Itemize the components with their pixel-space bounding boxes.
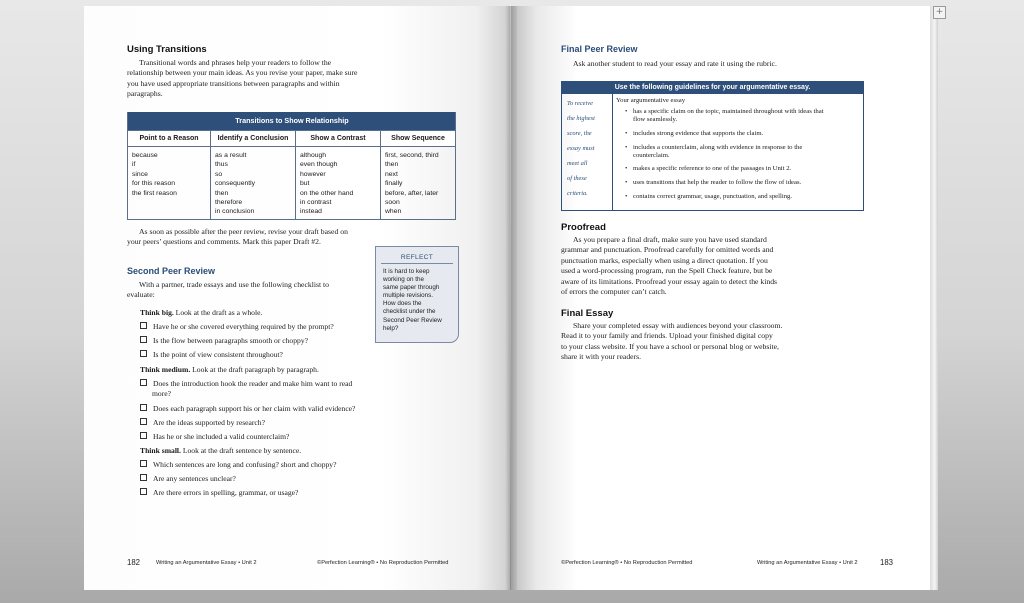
table-cell: because if since for this reason the first reason — [128, 147, 211, 220]
revise-paragraph — [127, 227, 387, 248]
column-header: Show Sequence — [381, 131, 456, 147]
guidelines-title: Use the following guidelines for your argumentative essay. — [562, 82, 863, 94]
list-item: • uses transitions that help the reader to follow the flow of ideas. — [633, 179, 860, 187]
text-line: aware of its limitations. Proofread your essay again to detect the kinds — [561, 276, 778, 286]
proofread-paragraph — [561, 235, 831, 297]
think-medium-line: Think medium. Look at the draft paragraph by paragraph. — [140, 365, 319, 374]
final-essay-heading: Final Essay — [561, 308, 614, 319]
list-item: • has a specific claim on the topic, maintained throughout with ideas that flow seamlessly. — [633, 108, 860, 124]
guidelines-list — [616, 97, 860, 206]
text-line: paragraphs. — [127, 89, 163, 99]
text-line: As you prepare a final draft, make sure you have used standard — [573, 235, 767, 244]
left-page — [84, 6, 510, 590]
text-line: share it with your readers. — [561, 352, 642, 362]
proofread-heading: Proofread — [561, 222, 606, 233]
checkbox[interactable] — [140, 460, 147, 467]
second-review-paragraph — [127, 280, 367, 301]
checklist-item[interactable]: Is the flow between paragraphs smooth or choppy? — [140, 336, 308, 346]
table-title: Transitions to Show Relationship — [128, 112, 456, 131]
checklist-item-continued: more? — [152, 389, 171, 398]
text-line: to your class website. If you have a school or personal blog or website, — [561, 341, 779, 351]
page-number: 182 — [127, 558, 141, 567]
checkbox[interactable] — [140, 418, 147, 425]
column-header: Show a Contrast — [296, 131, 381, 147]
text-line: With a partner, trade essays and use the following checklist to — [139, 280, 330, 289]
checkbox[interactable] — [140, 474, 147, 481]
page-corner-button[interactable]: + — [933, 6, 946, 19]
text-line: evaluate: — [127, 290, 155, 300]
transitions-table — [127, 112, 456, 220]
transitions-heading: Using Transitions — [127, 44, 207, 55]
checklist-item[interactable]: Are any sentences unclear? — [140, 474, 236, 484]
checklist-item[interactable]: Are the ideas supported by research? — [140, 418, 265, 428]
checkbox[interactable] — [140, 432, 147, 439]
checklist-item[interactable]: Does each paragraph support his or her claim with valid evidence? — [140, 404, 355, 414]
think-big-line: Think big. Look at the draft as a whole. — [140, 308, 263, 317]
copyright-footer: ©Perfection Learning® • No Reproduction Permitted — [317, 560, 449, 566]
checkbox[interactable] — [140, 488, 147, 495]
checkbox[interactable] — [140, 379, 147, 386]
transitions-paragraph — [127, 58, 427, 100]
list-item: • includes a counterclaim, along with evidence in response to the counterclaim. — [633, 144, 860, 160]
running-footer: Writing an Argumentative Essay • Unit 2 — [156, 560, 257, 566]
text-line: Share your completed essay with audiences beyond your classroom. — [573, 321, 783, 330]
copyright-footer: ©Perfection Learning® • No Reproduction Permitted — [561, 560, 693, 566]
checkbox[interactable] — [140, 404, 147, 411]
page-number: 183 — [880, 558, 894, 567]
book-spine — [505, 6, 517, 590]
checklist-item[interactable]: Does the introduction hook the reader and make him want to read — [140, 379, 352, 389]
checkbox[interactable] — [140, 336, 147, 343]
column-header: Identify a Conclusion — [211, 131, 296, 147]
text-line: your peers’ questions and comments. Mark this paper Draft #2. — [127, 237, 321, 247]
checklist-item[interactable]: Which sentences are long and confusing? short and choppy? — [140, 460, 336, 470]
guidelines-box — [561, 81, 864, 211]
table-cell: first, second, third then next finally before, after, later soon when — [381, 147, 456, 220]
final-essay-paragraph — [561, 321, 831, 363]
column-header: Point to a Reason — [128, 131, 211, 147]
checklist-item[interactable]: Are there errors in spelling, grammar, or usage? — [140, 488, 298, 498]
reflect-sidebar — [375, 246, 459, 343]
text-line: grammar and punctuation. Proofread carefully for omitted words and — [561, 245, 774, 255]
list-item: • makes a specific reference to one of the passages in Unit 2. — [633, 165, 860, 173]
think-small-line: Think small. Look at the draft sentence by sentence. — [140, 446, 302, 455]
second-peer-review-heading: Second Peer Review — [127, 266, 216, 276]
running-footer: Writing an Argumentative Essay • Unit 2 — [757, 560, 858, 566]
text-line: Transitional words and phrases help your readers to follow the — [139, 58, 332, 67]
right-page — [511, 6, 930, 590]
guidelines-intro: Your argumentative essay — [616, 97, 686, 104]
checklist-item[interactable]: Has he or she included a valid counterclaim? — [140, 432, 289, 442]
text-line: punctuation marks, especially when using a direct quotation. If you — [561, 255, 768, 265]
page-edge — [930, 6, 938, 590]
list-item: • contains correct grammar, usage, punctuation, and spelling. — [633, 193, 860, 201]
text-line: As soon as possible after the peer review, revise your draft based on — [139, 227, 348, 236]
text-line: of errors the computer can’t catch. — [561, 287, 667, 297]
table-cell: although even though however but on the other hand in contrast instead — [296, 147, 381, 220]
table-cell: as a result thus so consequently then therefore in conclusion — [211, 147, 296, 220]
reflect-text: It is hard to keep working on the same paper through multiple revisions. How does the checklist under the Second Peer Review help? — [383, 268, 442, 332]
list-item: • includes strong evidence that supports the claim. — [633, 130, 860, 138]
text-line: Read it to your family and friends. Upload your finished digital copy — [561, 331, 773, 341]
text-line: you have used appropriate transitions between paragraphs and within — [127, 78, 340, 88]
text-line: relationship between your main ideas. As you revise your paper, make sure — [127, 68, 358, 78]
final-review-text: Ask another student to read your essay and rate it using the rubric. — [573, 59, 777, 68]
checkbox[interactable] — [140, 322, 147, 329]
checkbox[interactable] — [140, 350, 147, 357]
reflect-title: REFLECT — [381, 254, 453, 264]
final-peer-review-heading: Final Peer Review — [561, 44, 638, 54]
checklist-item[interactable]: Have he or she covered everything required by the prompt? — [140, 322, 334, 332]
text-line: used a word-processing program, run the Spell Check feature, but be — [561, 266, 773, 276]
guidelines-side-note: To receive the highest score, the essay must meet all of these criteria. — [562, 94, 613, 210]
checklist-item[interactable]: Is the point of view consistent throughout? — [140, 350, 283, 360]
